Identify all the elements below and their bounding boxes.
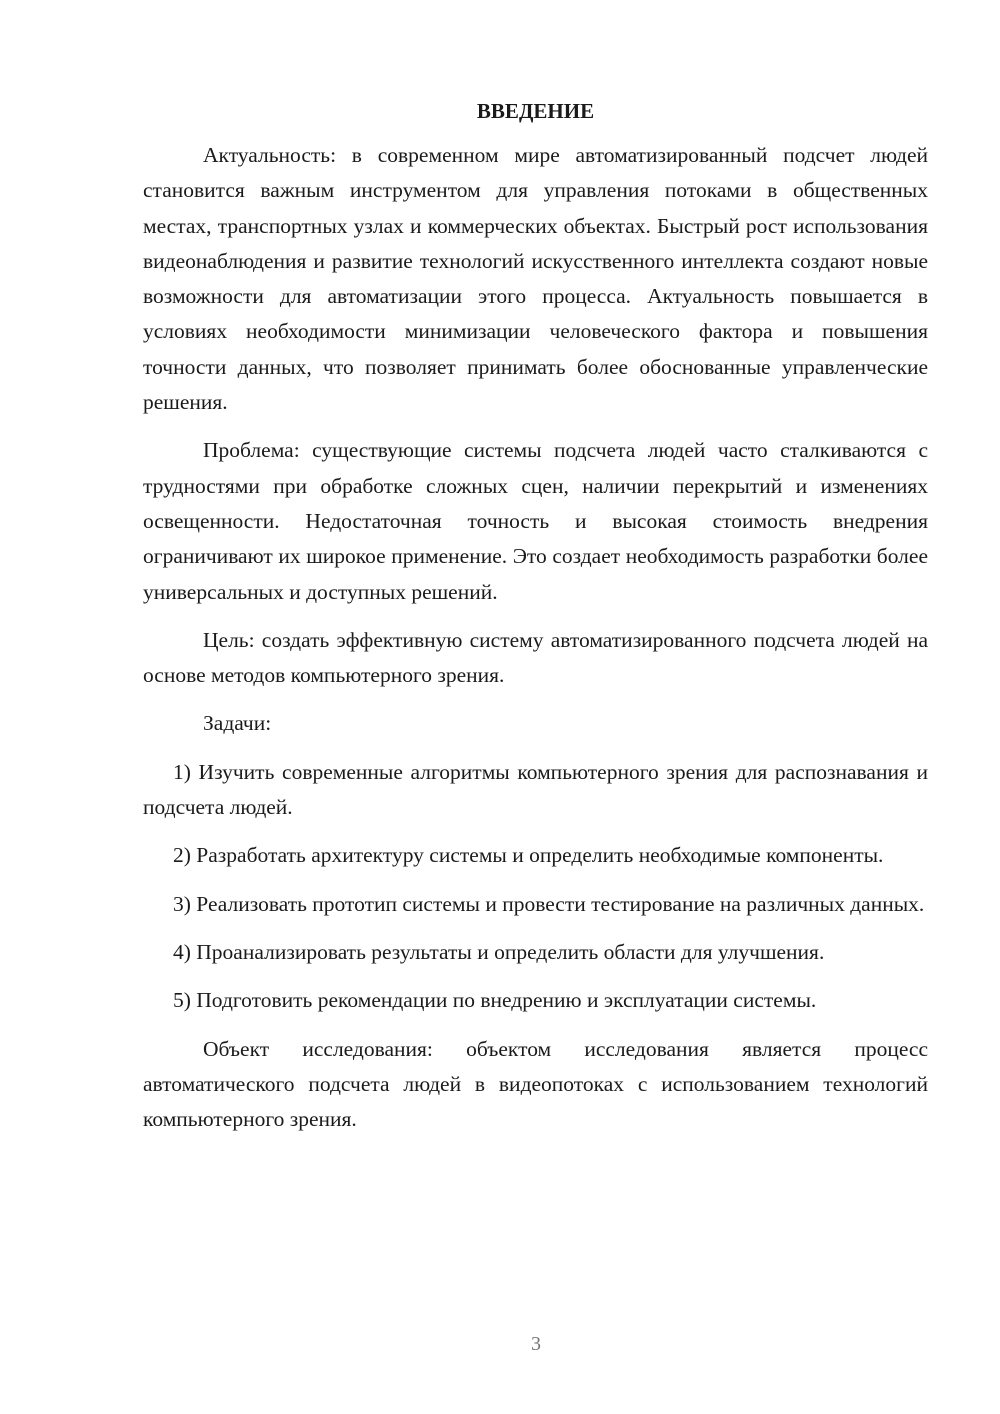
document-body (143, 96, 928, 1137)
task-item: 3) Реализовать прототип системы и провести тестирование на различных данных. (173, 891, 925, 916)
tasks-heading: Задачи: (203, 711, 272, 736)
task-item: 1) Изучить современные алгоритмы компьютерного зрения для распознавания и подсчета людей. (143, 759, 928, 820)
task-item: 5) Подготовить рекомендации по внедрению и эксплуатации системы. (173, 988, 817, 1013)
task-item: 2) Разработать архитектуру системы и определить необходимые компоненты. (173, 843, 884, 868)
goal-paragraph: Цель: создать эффективную систему автоматизированного подсчета людей на основе методов компьютерного зрения. (143, 627, 928, 688)
object-paragraph: Объект исследования: объектом исследования является процесс автоматического подсчета людей в видеопотоках с использованием технологий компьютерного зрения. (143, 1036, 928, 1132)
relevance-paragraph: Актуальность: в современном мире автоматизированный подсчет людей становится важным инструментом для управления потоками в общественных местах, транспортных узлах и коммерческих объектах. Быстрый рост использования видеонаблюдения и развитие технологий искусственного интеллекта создают новые возможности для автоматизации этого процесса. Актуальность повышается в условиях необходимости минимизации человеческого фактора и повышения точности данных, что позволяет принимать более обоснованные управленческие решения. (143, 143, 928, 415)
page-number: 3 (531, 1333, 541, 1355)
problem-paragraph: Проблема: существующие системы подсчета людей часто сталкиваются с трудностями при обработке сложных сцен, наличии перекрытий и изменениях освещенности. Недостаточная точность и высокая стоимость внедрения ограничивают их широкое применение. Это создает необходимость разработки более универсальных и доступных решений. (143, 438, 928, 604)
task-item: 4) Проанализировать результаты и определить области для улучшения. (173, 939, 825, 964)
section-title: ВВЕДЕНИЕ (476, 99, 595, 123)
